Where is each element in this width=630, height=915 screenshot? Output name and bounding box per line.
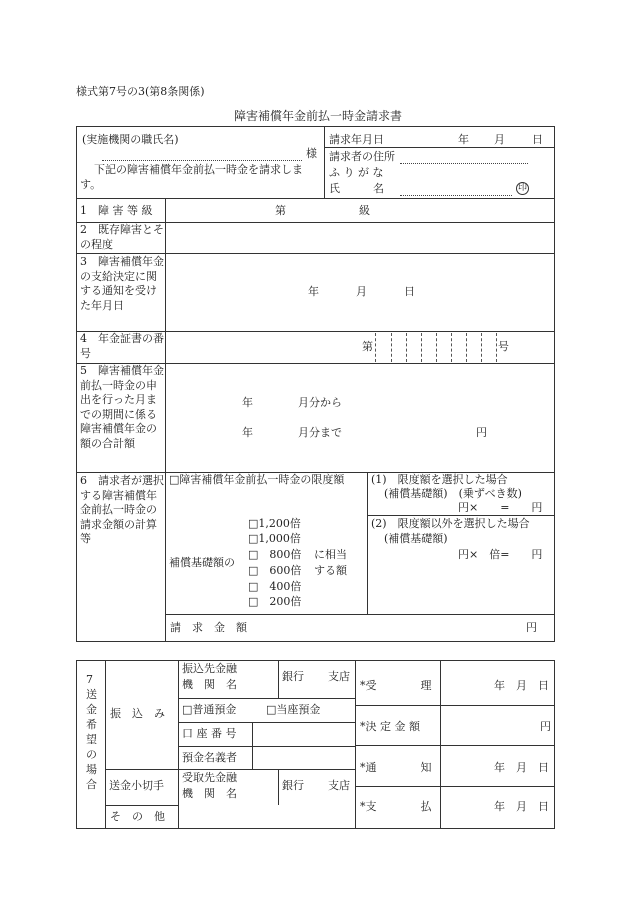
divider — [178, 746, 355, 747]
notice-date: 年 月 日 — [494, 761, 549, 774]
pension-total-yen: 円 — [476, 426, 487, 439]
opt2-calc: 円× 倍= 円 — [458, 548, 543, 561]
digit-box-divider — [391, 333, 392, 362]
limit-option[interactable]: □障害補償年金前払一時金の限度額 — [169, 473, 345, 486]
multiplier-option[interactable]: □ 800倍 — [248, 548, 302, 561]
multiplier-option[interactable]: □ 400倍 — [248, 580, 302, 593]
digit-box-divider — [481, 333, 482, 362]
furikomi-label: 振 込 み — [110, 707, 165, 720]
decided-amount-label: *決 定 金 額 — [360, 720, 420, 733]
branch-text: 支店 — [328, 670, 350, 683]
divider — [105, 769, 355, 770]
grade-label: 1 障 害 等 級 — [80, 204, 153, 217]
multiplier-option[interactable]: □ 600倍 — [248, 564, 302, 577]
agency-label: (実施機関の職氏名) — [82, 133, 179, 146]
agency-dotline — [102, 160, 302, 161]
soto-text: に相当 — [314, 548, 347, 561]
request-text: 下記の障害補償年金前払一時金を請求します。 — [80, 163, 303, 191]
pension-total-label: 5 障害補償年金前払一時金の申出を行った月までの期間に係る障害補償年金の額の合計額 — [80, 364, 164, 450]
payment-label: *支 払 — [360, 800, 432, 813]
grade-kyu: 級 — [359, 204, 370, 217]
account-number-label: 口 座 番 号 — [182, 727, 237, 740]
divider — [178, 660, 179, 829]
certificate-number-label: 4 年金証書の番号 — [80, 332, 164, 360]
sama-text: 様 — [306, 147, 317, 160]
recv-bank-label: 機 関 名 — [182, 787, 237, 800]
check-label: 送金小切手 — [109, 779, 164, 792]
futsu-option[interactable]: □普通預金 — [182, 703, 237, 716]
bank-label: 機 関 名 — [182, 678, 237, 691]
digit-box-divider — [466, 333, 467, 362]
address-dotline — [400, 163, 528, 164]
divider — [367, 515, 555, 516]
multiplier-option[interactable]: □1,200倍 — [248, 517, 301, 530]
opt1-calc: 円× = 円 — [458, 501, 543, 514]
bank-label: 振込先金融 — [182, 662, 237, 675]
digit-box-divider — [421, 333, 422, 362]
multiplier-option[interactable]: □ 200倍 — [248, 595, 302, 608]
remittance-section-label: 7送金希望の場合 — [86, 673, 97, 791]
digit-box-divider — [375, 333, 376, 362]
month-unit: 月 — [494, 133, 505, 146]
divider — [178, 698, 355, 699]
divider — [105, 660, 106, 829]
period-to-year: 年 — [242, 426, 253, 439]
bank-text: 銀行 — [282, 670, 304, 683]
notice-date-label: 3 障害補償年金の支給決定に関する通知を受けた年月日 — [80, 255, 164, 312]
opt2-title: (2) 限度額以外を選択した場合 — [371, 517, 530, 530]
divider — [324, 126, 325, 198]
seal-icon: 印 — [517, 183, 527, 193]
digit-box-divider — [406, 333, 407, 362]
sonota-label: そ の 他 — [110, 810, 165, 823]
recv-bank-label: 受取先金融 — [182, 771, 237, 784]
divider — [178, 722, 355, 723]
address-label: 請求者の住所 — [329, 150, 395, 163]
branch-text: 支店 — [328, 779, 350, 792]
name-dotline — [400, 195, 512, 196]
multiplier-option[interactable]: □1,000倍 — [248, 532, 301, 545]
soto-text: する額 — [314, 564, 347, 577]
grade-dai: 第 — [275, 204, 286, 217]
opt2-sub: (補償基礎額) — [384, 532, 448, 545]
period-from-year: 年 — [242, 396, 253, 409]
period-from: 月分から — [298, 396, 342, 409]
holder-label: 預金名義者 — [182, 751, 237, 764]
divider — [278, 769, 279, 805]
claim-yen: 円 — [526, 621, 537, 634]
divider — [355, 705, 555, 706]
notice-day: 日 — [404, 285, 415, 298]
divider — [367, 472, 368, 614]
opt1-title: (1) 限度額を選択した場合 — [371, 473, 508, 486]
cert-dai: 第 — [362, 340, 373, 353]
divider — [355, 786, 555, 787]
divider — [165, 198, 166, 642]
divider — [76, 253, 555, 254]
received-label: *受 理 — [360, 679, 432, 692]
divider — [278, 660, 279, 698]
cert-go: 号 — [498, 340, 509, 353]
digit-box-divider — [436, 333, 437, 362]
digit-box-divider — [496, 333, 497, 362]
opt1-sub: (補償基礎額) (乗ずべき数) — [384, 487, 522, 500]
divider — [105, 805, 178, 806]
payment-date: 年 月 日 — [494, 800, 549, 813]
digit-box-divider — [451, 333, 452, 362]
received-date: 年 月 日 — [494, 679, 549, 692]
notice-label: *通 知 — [360, 761, 432, 774]
calculation-label: 6 請求者が選択する障害補償年金前払一時金の請求金額の計算等 — [80, 474, 164, 545]
base-amount-label: 補償基礎額の — [169, 556, 235, 569]
divider — [76, 198, 555, 199]
decided-yen: 円 — [540, 720, 551, 733]
year-unit: 年 — [458, 133, 469, 146]
notice-month: 月 — [356, 285, 367, 298]
form-number: 様式第7号の3(第8条関係) — [76, 85, 205, 98]
period-to: 月分まで — [298, 426, 342, 439]
claim-amount-label: 請 求 金 額 — [170, 621, 247, 634]
date-label: 請求年月日 — [329, 133, 384, 146]
toza-option[interactable]: □当座預金 — [266, 703, 321, 716]
divider — [324, 147, 555, 148]
day-unit: 日 — [532, 133, 543, 146]
furigana-label: ふ り が な — [329, 166, 384, 179]
notice-year: 年 — [308, 285, 319, 298]
existing-disability-label: 2 既存障害とその程度 — [80, 223, 164, 251]
form-title: 障害補償年金前払一時金請求書 — [234, 109, 403, 123]
name-label: 氏 名 — [329, 182, 384, 195]
divider — [165, 614, 555, 615]
divider — [355, 745, 555, 746]
bank-text: 銀行 — [282, 779, 304, 792]
